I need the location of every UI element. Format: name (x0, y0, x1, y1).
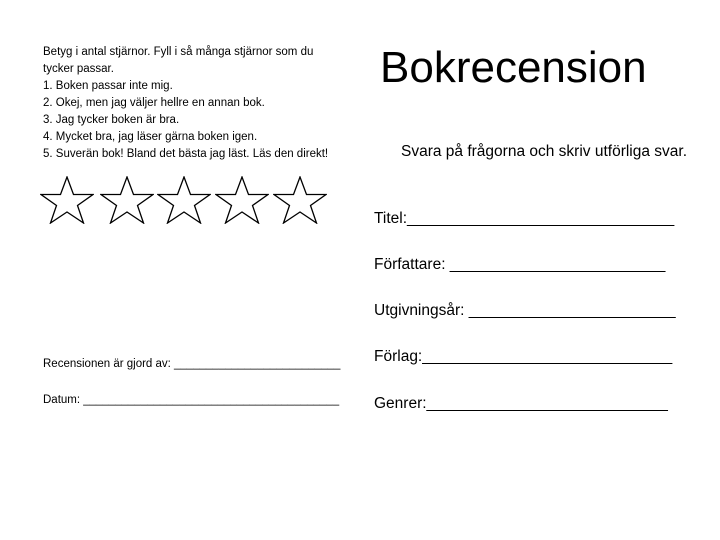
rating-option-3: 3. Jag tycker boken är bra. (43, 114, 180, 126)
page-title: Bokrecension (380, 43, 647, 92)
date-field[interactable]: Datum: ________________________________________ (43, 394, 340, 406)
publication-year-field[interactable]: Utgivningsår: ________________________ (374, 302, 676, 319)
rating-option-2: 2. Okej, men jag väljer hellre en annan bok. (43, 97, 265, 109)
star-outline-icon[interactable] (273, 176, 327, 224)
author-field[interactable]: Författare: _________________________ (374, 256, 666, 273)
genre-field[interactable]: Genrer:____________________________ (374, 395, 668, 412)
instruction-text: Svara på frågorna och skriv utförliga svar. (401, 143, 688, 160)
star-outline-icon[interactable] (40, 176, 94, 224)
star-rating (40, 176, 330, 224)
rating-intro-line-1: Betyg i antal stjärnor. Fyll i så många stjärnor som du (43, 46, 314, 58)
publisher-field[interactable]: Förlag:_____________________________ (374, 348, 673, 365)
star-outline-icon[interactable] (157, 176, 211, 224)
rating-option-5: 5. Suverän bok! Bland det bästa jag läst. Läs den direkt! (43, 148, 329, 160)
star-outline-icon[interactable] (100, 176, 154, 224)
star-outline-icon[interactable] (215, 176, 269, 224)
rating-intro-line-2: tycker passar. (43, 63, 114, 75)
rating-option-1: 1. Boken passar inte mig. (43, 80, 173, 92)
rating-instructions (43, 44, 353, 163)
rating-option-4: 4. Mycket bra, jag läser gärna boken igen. (43, 131, 258, 143)
reviewer-field[interactable]: Recensionen är gjord av: __________________________ (43, 358, 341, 370)
title-field[interactable]: Titel:_______________________________ (374, 210, 675, 227)
